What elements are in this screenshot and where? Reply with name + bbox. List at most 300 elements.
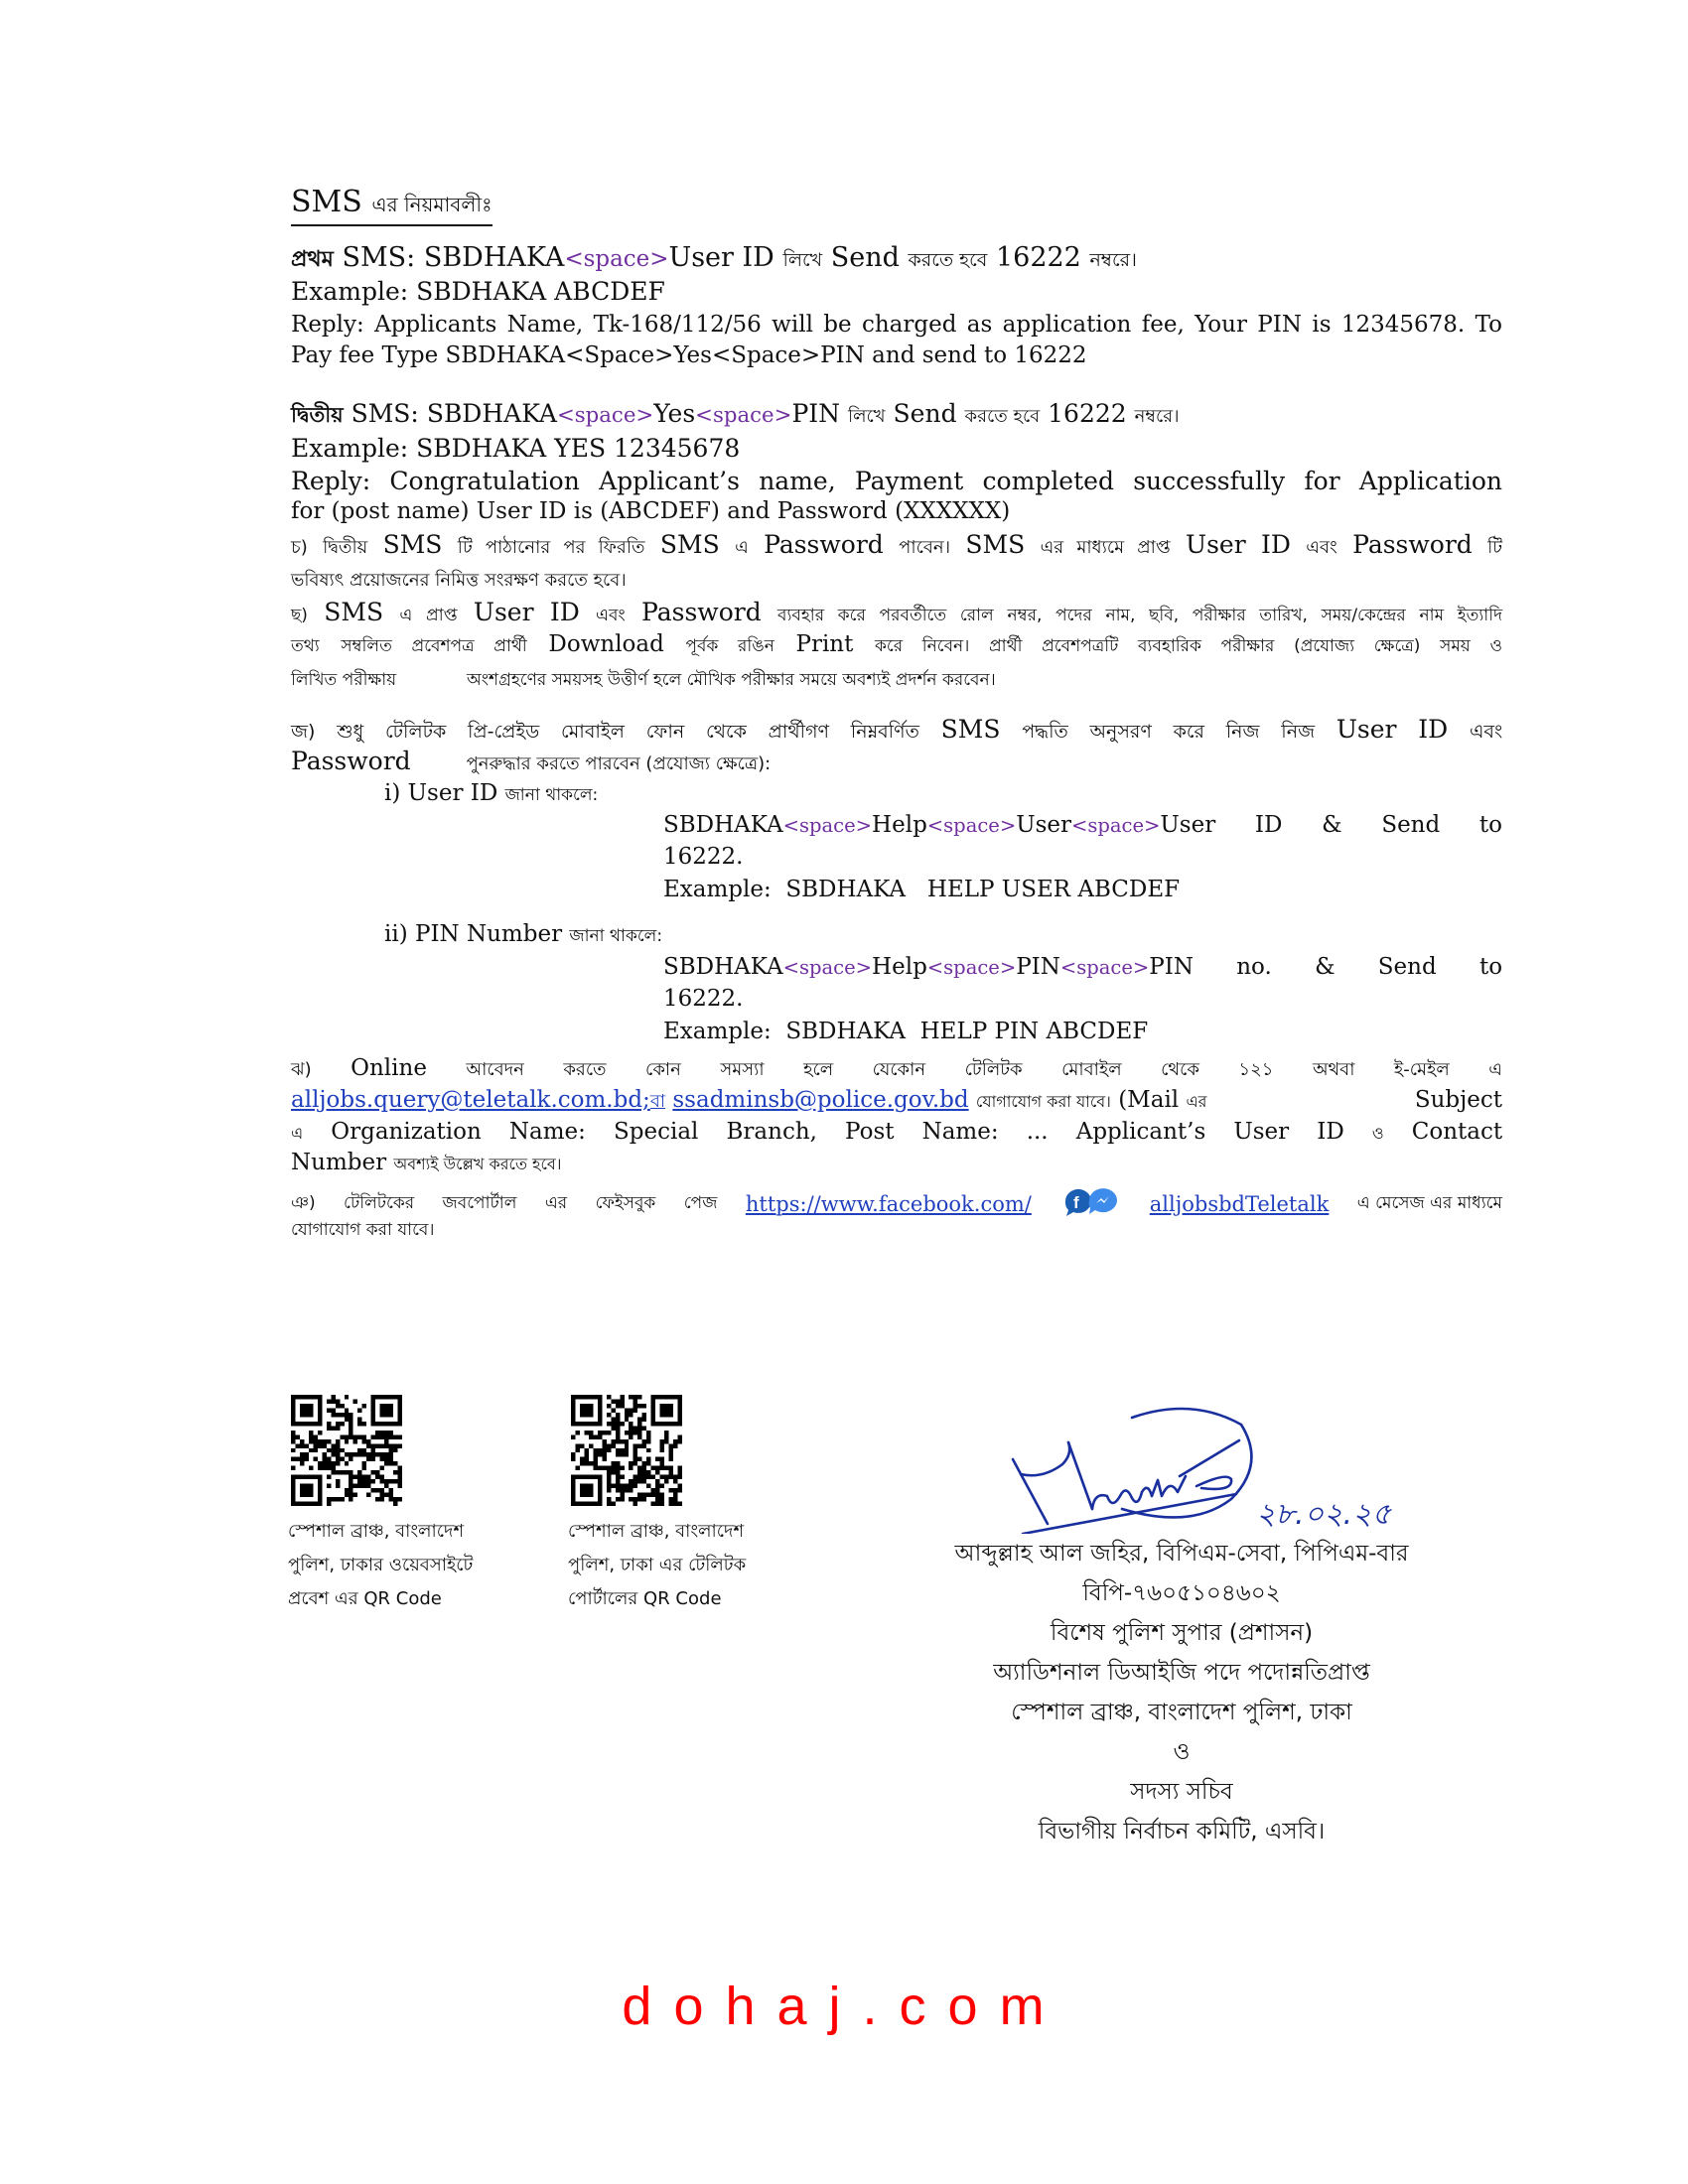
qr-module [655, 1497, 659, 1501]
qr-module [362, 1475, 366, 1479]
qr-module [664, 1431, 668, 1434]
bn-text: জ) [291, 721, 316, 743]
qr-module [362, 1484, 366, 1488]
qr-module [313, 1502, 317, 1506]
qr-module [300, 1461, 304, 1465]
qr-module [380, 1431, 384, 1434]
qr-module [620, 1488, 624, 1492]
qr-module [602, 1457, 606, 1461]
qr-module [362, 1404, 366, 1408]
qr-module [589, 1502, 593, 1506]
qr-module [322, 1452, 326, 1456]
qr-module [678, 1422, 682, 1426]
bn-text: হলে [803, 1059, 834, 1080]
qr-module [349, 1422, 352, 1426]
qr-module [651, 1395, 655, 1399]
qr-module [580, 1404, 584, 1408]
send-text: Send [830, 242, 900, 273]
qr-module [309, 1484, 313, 1488]
qr-module [318, 1439, 322, 1443]
qr-module [304, 1452, 308, 1456]
qr-module [642, 1475, 646, 1479]
qr-module [291, 1457, 295, 1461]
qr-module [571, 1452, 575, 1456]
facebook-url-link[interactable]: https://www.facebook.com/ [745, 1191, 1032, 1216]
qr-module [375, 1422, 379, 1426]
para-jho-line3 [291, 1119, 1502, 1148]
qr-module [655, 1470, 659, 1474]
qr-module [336, 1448, 340, 1452]
qr-module [646, 1457, 650, 1461]
qr-module [371, 1408, 375, 1412]
qr-module [322, 1466, 326, 1470]
qr-module [655, 1395, 659, 1399]
bn-text: ফেইসবুক [595, 1192, 656, 1213]
en-text: User ID [1186, 530, 1291, 559]
qr-module [633, 1457, 637, 1461]
qr-module [384, 1443, 388, 1447]
qr-module [646, 1484, 650, 1488]
en-text: Help [872, 954, 927, 980]
qr-module [331, 1443, 335, 1447]
signatory-committee: বিভাগীয় নির্বাচন কমিটি, এসবি। [1038, 1819, 1326, 1844]
qr-module [331, 1448, 335, 1452]
qr-module [584, 1475, 588, 1479]
qr-module [655, 1502, 659, 1506]
qr-module [309, 1488, 313, 1492]
qr-module [375, 1470, 379, 1474]
qr-module [309, 1439, 313, 1443]
qr-module [584, 1395, 588, 1399]
second-sms-reply-line2: for (post name) User ID is (ABCDEF) and Password (XXXXXX) [291, 498, 1011, 524]
qr-module [380, 1457, 384, 1461]
qr-module [580, 1488, 584, 1492]
qr-module [300, 1475, 304, 1479]
qr-module [571, 1408, 575, 1412]
qr-module [651, 1399, 655, 1403]
qr-module [660, 1404, 664, 1408]
qr-module [620, 1484, 624, 1488]
bn-text: ঞ) [291, 1192, 316, 1213]
qr-module [633, 1461, 637, 1465]
qr-module [598, 1399, 602, 1403]
facebook-page-link[interactable]: alljobsbdTeletalk [1149, 1191, 1330, 1216]
qr-module [295, 1395, 299, 1399]
qr-module [349, 1434, 352, 1438]
qr-module [651, 1404, 655, 1408]
qr-module [336, 1426, 340, 1430]
qr-module [678, 1408, 682, 1412]
qr-module [580, 1422, 584, 1426]
email-link-police[interactable]: ssadminsb@police.gov.bd [672, 1087, 969, 1113]
qr-module [589, 1475, 593, 1479]
qr-module [655, 1484, 659, 1488]
qr-module [318, 1417, 322, 1421]
qr-module [575, 1502, 579, 1506]
bn-text: এ প্রাপ্ত [399, 606, 458, 625]
qr-module [616, 1488, 620, 1492]
email-link-teletalk[interactable]: alljobs.query@teletalk.com.bd; [291, 1087, 650, 1113]
qr-module [393, 1502, 397, 1506]
qr-module [633, 1448, 637, 1452]
qr-module [389, 1434, 393, 1438]
qr-module [633, 1404, 637, 1408]
en-text: Online [351, 1055, 427, 1081]
qr-module [651, 1493, 655, 1497]
qr-module [384, 1439, 388, 1443]
en-text: User [1016, 812, 1071, 838]
qr-module [625, 1488, 629, 1492]
qr-code-icon [571, 1395, 682, 1506]
bn-text: নম্বরে। [1089, 249, 1137, 271]
qr-module [375, 1434, 379, 1438]
bn-text: পেজ [683, 1192, 718, 1213]
qr-module [318, 1413, 322, 1417]
qr-module [620, 1452, 624, 1456]
qr-module [398, 1422, 402, 1426]
qr-module [291, 1488, 295, 1492]
qr-module [366, 1457, 370, 1461]
bn-text: অথবা [1312, 1059, 1355, 1080]
qr-module [380, 1434, 384, 1438]
qr-module [616, 1399, 620, 1403]
qr-module [327, 1466, 331, 1470]
en-text: User ID [473, 598, 580, 626]
item1-command [663, 812, 1502, 838]
signatory-role: সদস্য সচিব [1130, 1779, 1233, 1805]
qr-module [633, 1452, 637, 1456]
qr-module [336, 1479, 340, 1483]
bn-text: তথ্য [291, 636, 320, 656]
qr-module [651, 1475, 655, 1479]
qr-module [664, 1479, 668, 1483]
qr-module [629, 1395, 633, 1399]
qr-module [584, 1488, 588, 1492]
qr-module [593, 1475, 597, 1479]
qr-module [625, 1448, 629, 1452]
qr-module [389, 1431, 393, 1434]
qr-module [331, 1452, 335, 1456]
en-text: Print [795, 631, 854, 657]
subject-text: Subject [1414, 1087, 1502, 1113]
qr-module [598, 1413, 602, 1417]
qr-module [371, 1417, 375, 1421]
en-text: Download [548, 631, 664, 657]
qr-module [366, 1475, 370, 1479]
qr-module [629, 1422, 633, 1426]
qr-module [678, 1439, 682, 1443]
qr-module [571, 1488, 575, 1492]
qr-module [331, 1399, 335, 1403]
qr-module [304, 1408, 308, 1412]
qr-module [340, 1404, 344, 1408]
qr-module [331, 1461, 335, 1465]
qr-module [616, 1475, 620, 1479]
qr-module [389, 1497, 393, 1501]
qr-module [584, 1404, 588, 1408]
watermark-text: dohaj.com [622, 1977, 1066, 2036]
qr-module [318, 1443, 322, 1447]
signatory-bp-number: বিপি-৭৬০৫১০৪৬০২ [1082, 1580, 1281, 1606]
en-text: SBDHAKA [663, 812, 783, 838]
qr-module [380, 1404, 384, 1408]
qr-module [620, 1497, 624, 1501]
en-text: User ID [1336, 715, 1449, 744]
qr-module [655, 1479, 659, 1483]
qr-module [291, 1479, 295, 1483]
qr-module [616, 1479, 620, 1483]
qr-module [584, 1484, 588, 1488]
qr-module [300, 1408, 304, 1412]
qr-module [646, 1475, 650, 1479]
qr-module [607, 1475, 611, 1479]
qr-module [651, 1502, 655, 1506]
en-text: to [1478, 812, 1503, 838]
qr-module [571, 1422, 575, 1426]
bn-text: প্রি-প্রেইড [468, 721, 540, 743]
bn-text: এ [1488, 1059, 1502, 1080]
bn-text: ই-মেইল [1393, 1059, 1450, 1080]
qr-module [398, 1399, 402, 1403]
bn-text: অনুসরণ [1089, 721, 1152, 743]
qr-module [598, 1395, 602, 1399]
qr-module [642, 1479, 646, 1483]
qr-module [357, 1434, 361, 1438]
qr-module [620, 1466, 624, 1470]
second-sms-instruction [291, 399, 1180, 434]
bn-text: কোন [645, 1059, 681, 1080]
qr-module [633, 1443, 637, 1447]
qr-module [669, 1475, 673, 1479]
para-nio-line2: যোগাযোগ করা যাবে। [291, 1220, 435, 1240]
qr-module [598, 1493, 602, 1497]
qr-module [371, 1404, 375, 1408]
qr-module [633, 1484, 637, 1488]
bn-text: লিখে [782, 249, 823, 271]
qr-module [331, 1395, 335, 1399]
qr-module [651, 1422, 655, 1426]
qr-module [571, 1497, 575, 1501]
qr-module [357, 1452, 361, 1456]
qr-module [589, 1408, 593, 1412]
qr-module [651, 1466, 655, 1470]
qr-module [384, 1452, 388, 1456]
para-jha-line2 [291, 747, 771, 780]
qr-module [398, 1434, 402, 1438]
qr-module [625, 1443, 629, 1447]
qr-module [660, 1395, 664, 1399]
qr-module [384, 1461, 388, 1465]
qr-module [353, 1434, 357, 1438]
bn-text: পদ্ধতি [1022, 721, 1068, 743]
qr-module [398, 1408, 402, 1412]
qr-module [304, 1413, 308, 1417]
qr-module [673, 1497, 677, 1501]
bn-text: সম্বলিত প্রবেশপত্র প্রার্থী [341, 636, 527, 656]
qr-module [300, 1457, 304, 1461]
qr-module [651, 1408, 655, 1412]
qr-module [637, 1466, 641, 1470]
bn-text: ও [1371, 1124, 1384, 1143]
qr-module [309, 1475, 313, 1479]
qr-module [371, 1413, 375, 1417]
qr-module [669, 1395, 673, 1399]
qr-module [309, 1395, 313, 1399]
qr-module [389, 1461, 393, 1465]
qr-module [313, 1448, 317, 1452]
bn-text: করে নিবেন। প্রার্থী প্রবেশপত্রটি ব্যবহারিক পরীক্ষার (প্রযোজ্য ক্ষেত্রে) সময় ও [874, 636, 1502, 656]
qr-module [642, 1497, 646, 1501]
qr-module [389, 1479, 393, 1483]
qr-module [353, 1399, 357, 1403]
qr-module [678, 1488, 682, 1492]
en-text: Send [1381, 812, 1441, 838]
qr-module [646, 1431, 650, 1434]
qr-module [349, 1470, 352, 1474]
qr-module [629, 1431, 633, 1434]
bn-text: টেলিটক [384, 721, 447, 743]
qr-module [340, 1497, 344, 1501]
en-text: Applicant’s [1075, 1119, 1206, 1145]
qr-module [375, 1443, 379, 1447]
qr-module [589, 1493, 593, 1497]
qr-module [673, 1422, 677, 1426]
qr-module [384, 1413, 388, 1417]
qr-module [589, 1484, 593, 1488]
qr-module [637, 1470, 641, 1474]
qr-module [291, 1408, 295, 1412]
qr-module [607, 1502, 611, 1506]
qr-module [380, 1493, 384, 1497]
qr-module [362, 1434, 366, 1438]
qr-module [589, 1422, 593, 1426]
qr-module [584, 1493, 588, 1497]
qr-module [318, 1408, 322, 1412]
qr-module [362, 1448, 366, 1452]
qr-module [398, 1497, 402, 1501]
qr-module [398, 1479, 402, 1483]
qr-module [331, 1466, 335, 1470]
en-text: SMS [382, 530, 443, 559]
en-text: Name: [921, 1119, 999, 1145]
qr-module [629, 1408, 633, 1412]
qr-module [357, 1448, 361, 1452]
qr-module [571, 1434, 575, 1438]
qr-module [384, 1484, 388, 1488]
para-jha-line1 [291, 715, 1502, 750]
qr-module [380, 1466, 384, 1470]
qr-module [678, 1466, 682, 1470]
qr-module [629, 1484, 633, 1488]
bn-text: লিখিত পরীক্ষায় [291, 670, 397, 690]
qr-module [384, 1431, 388, 1434]
qr-module [598, 1488, 602, 1492]
qr-module [357, 1475, 361, 1479]
qr-module [673, 1479, 677, 1483]
qr-module [593, 1448, 597, 1452]
signature-date: ২৮.০২.২৫ [1256, 1497, 1392, 1532]
qr-module [598, 1448, 602, 1452]
en-text: Post [845, 1119, 895, 1145]
qr-module [664, 1404, 668, 1408]
qr-module [300, 1422, 304, 1426]
en-text: SMS [324, 598, 384, 626]
qr-module [336, 1497, 340, 1501]
qr-module [309, 1493, 313, 1497]
qr-module [371, 1488, 375, 1492]
qr-module [327, 1461, 331, 1465]
qr-module [340, 1457, 344, 1461]
first-sms-example: Example: SBDHAKA ABCDEF [291, 277, 665, 306]
qr-module [571, 1457, 575, 1461]
qr-module [589, 1413, 593, 1417]
qr-module [584, 1422, 588, 1426]
qr-module [669, 1448, 673, 1452]
qr-module [291, 1493, 295, 1497]
qr-module [660, 1502, 664, 1506]
qr-module [646, 1470, 650, 1474]
qr-module [393, 1470, 397, 1474]
en-text: Password [641, 598, 762, 626]
qr-module [291, 1439, 295, 1443]
qr-module [620, 1439, 624, 1443]
qr-module [593, 1502, 597, 1506]
qr-module [345, 1470, 349, 1474]
qr-module [345, 1434, 349, 1438]
qr-module [336, 1470, 340, 1474]
sms-code: SBDHAKA [423, 242, 565, 273]
qr-module [589, 1461, 593, 1465]
qr-module [331, 1408, 335, 1412]
item2-command [663, 954, 1502, 980]
qr-module [655, 1457, 659, 1461]
qr-module [384, 1404, 388, 1408]
qr-module [571, 1417, 575, 1421]
bn-text: করতে [563, 1059, 607, 1080]
qr-module [660, 1443, 664, 1447]
qr-module [345, 1461, 349, 1465]
qr-module [353, 1484, 357, 1488]
qr-module [318, 1461, 322, 1465]
signatory-promotion: অ্যাডিশনাল ডিআইজি পদে পদোন্নতিপ্রাপ্ত [993, 1660, 1370, 1686]
qr-module [607, 1470, 611, 1474]
qr-module [616, 1404, 620, 1408]
qr-module [633, 1426, 637, 1430]
qr-module [336, 1439, 340, 1443]
qr-module [607, 1422, 611, 1426]
svg-text:f: f [1073, 1193, 1079, 1212]
qr-module [336, 1404, 340, 1408]
bn-text: যেকোন [872, 1059, 926, 1080]
qr-module [357, 1470, 361, 1474]
bn-text: এ মেসেজ এর মাধ্যমে [1356, 1192, 1502, 1213]
qr-module [637, 1422, 641, 1426]
qr-module [318, 1493, 322, 1497]
qr-module [598, 1484, 602, 1488]
qr-module [673, 1488, 677, 1492]
qr-module [322, 1443, 326, 1447]
qr-module [598, 1431, 602, 1434]
qr-module [637, 1497, 641, 1501]
qr-module [327, 1422, 331, 1426]
qr-module [673, 1502, 677, 1506]
qr-module [669, 1470, 673, 1474]
qr-module [336, 1484, 340, 1488]
qr-module [625, 1413, 629, 1417]
qr-module [371, 1422, 375, 1426]
heading-sms: SMS [291, 185, 362, 219]
qr-module [598, 1479, 602, 1483]
